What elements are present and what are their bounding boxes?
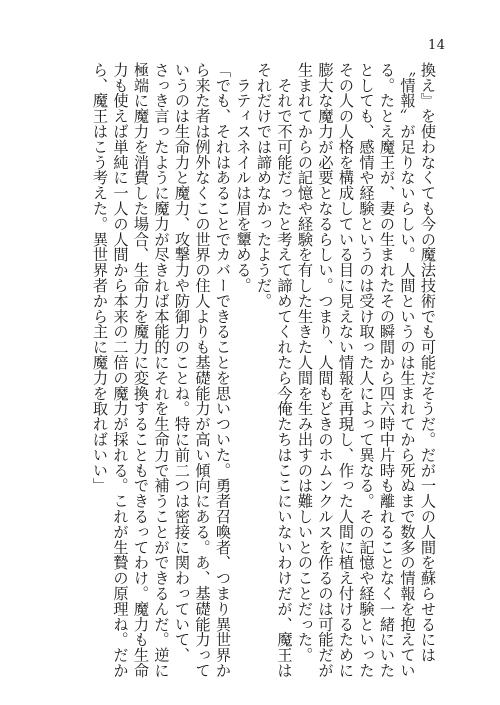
- text-line: その人の人格を構成している目に見えない情報を再現し、作った人間に植え付けるために: [337, 62, 355, 678]
- text-line: 力も使えば単純に一人の人間から本来の二倍の魔力が採れる。これが生贄の原理ね。だか: [111, 62, 130, 678]
- text-line: ら来た者は例外なくこの世界の住人よりも基礎能力が高い傾向にある。あ、基礎能力って: [193, 62, 212, 678]
- text-line: ラティスネイルは眉を顰める。: [234, 62, 253, 293]
- text-line: いうのは生命力と魔力、攻撃力や防御力のことね。特に前二つは密接に関わっていて、: [173, 62, 191, 663]
- text-line: それだけでは諦めなかったようだ。: [255, 62, 273, 309]
- text-line: 膨大な魔力が必要となるらしい。つまり、人間もどきのホムンクルスを作るのは可能だが: [316, 62, 335, 678]
- page-number: 14: [428, 38, 446, 53]
- text-line: 「でも、それはあることでカバーできることを思いついた。勇者召喚者、つまり異世界か: [214, 62, 232, 678]
- text-line: 極端に魔力を消費した場合、生命力を魔力に変換することもできるってわけ。魔力も生命: [132, 62, 150, 678]
- text-line: 生まれてからの記憶や経験を有した生きた人間を生み出すのは難しいとのことだった。: [296, 62, 314, 663]
- text-line: ら、魔王はこう考えた。異世界者から主に魔力を取ればいい」: [91, 62, 109, 494]
- text-line: る。たとえ魔王が、妻の生まれたその瞬間から四六時中片時も離れることなく一緒にいた: [378, 62, 396, 678]
- text-line: としても、感情や経験というのは受け取った人によって異なる。その記憶や経験といった: [357, 62, 376, 678]
- body-text: [90, 62, 439, 682]
- text-line: さっき言ったように魔力が尽きれば本能的にそれを生命力で補うことができるんだ。逆に: [152, 62, 171, 678]
- text-line: 〝情報〟が足りないらしい。人間というのは生まれてから死ぬまで数多の情報を抱えてい: [398, 62, 417, 678]
- text-line: 換え』を使わなくても今の魔法技術でも可能だそうだ。だが一人の人間を蘇らせるには: [419, 62, 437, 663]
- text-line: それで不可能だったと考えて諦めてくれたら今俺たちはここにいないわけだが、魔王は: [275, 62, 294, 678]
